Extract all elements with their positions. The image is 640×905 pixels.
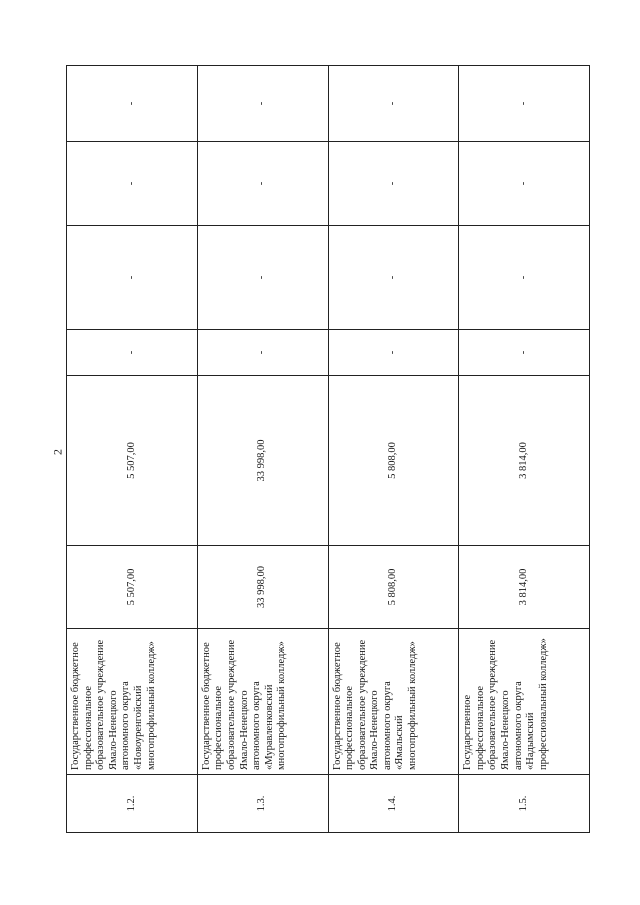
empty-value-cell: - <box>459 330 590 376</box>
amount-cell: 33 998,00 <box>197 546 328 629</box>
empty-value-cell: - <box>67 330 198 376</box>
empty-value-cell: - <box>328 66 459 142</box>
empty-value-cell: - <box>197 142 328 226</box>
empty-value-cell: - <box>328 226 459 330</box>
amount-cell: 5 808,00 <box>328 546 459 629</box>
table-row <box>197 66 328 833</box>
empty-value-cell: - <box>67 66 198 142</box>
amount-cell: 3 814,00 <box>459 376 590 546</box>
table-row <box>328 66 459 833</box>
amount-cell: 33 998,00 <box>197 376 328 546</box>
empty-value-cell: - <box>67 142 198 226</box>
amount-cell: 5 507,00 <box>67 546 198 629</box>
amount-cell: 5 507,00 <box>67 376 198 546</box>
empty-value-cell: - <box>197 330 328 376</box>
institution-name: Государственное бюджетное профессиональное образовательное учреждение Ямало-Ненецкого автономного округа «Ямальский многопрофильный колледж» <box>328 629 459 775</box>
institution-name: Государственное бюджетное профессиональное образовательное учреждение Ямало-Ненецкого автономного округа «Новоуренгойский многопрофильный колледж» <box>67 629 198 775</box>
row-number: 1.3. <box>197 775 328 833</box>
row-number: 1.4. <box>328 775 459 833</box>
table-row <box>67 66 198 833</box>
empty-value-cell: - <box>328 142 459 226</box>
row-number: 1.5. <box>459 775 590 833</box>
institution-name: Государственное бюджетное профессиональное образовательное учреждение Ямало-Ненецкого автономного округа «Муравленковский многопрофильный колледж» <box>197 629 328 775</box>
empty-value-cell: - <box>459 142 590 226</box>
empty-value-cell: - <box>459 66 590 142</box>
table-row <box>459 66 590 833</box>
empty-value-cell: - <box>197 66 328 142</box>
amount-cell: 3 814,00 <box>459 546 590 629</box>
row-number: 1.2. <box>67 775 198 833</box>
rotated-table-container <box>66 66 590 833</box>
institution-name: Государственное профессиональное образовательное учреждение Ямало-Ненецкого автономного округа «Надымский профессиональный колледж» <box>459 629 590 775</box>
amount-cell: 5 808,00 <box>328 376 459 546</box>
budget-table <box>66 65 590 833</box>
empty-value-cell: - <box>328 330 459 376</box>
empty-value-cell: - <box>67 226 198 330</box>
empty-value-cell: - <box>459 226 590 330</box>
page-number: 2 <box>50 449 65 455</box>
empty-value-cell: - <box>197 226 328 330</box>
